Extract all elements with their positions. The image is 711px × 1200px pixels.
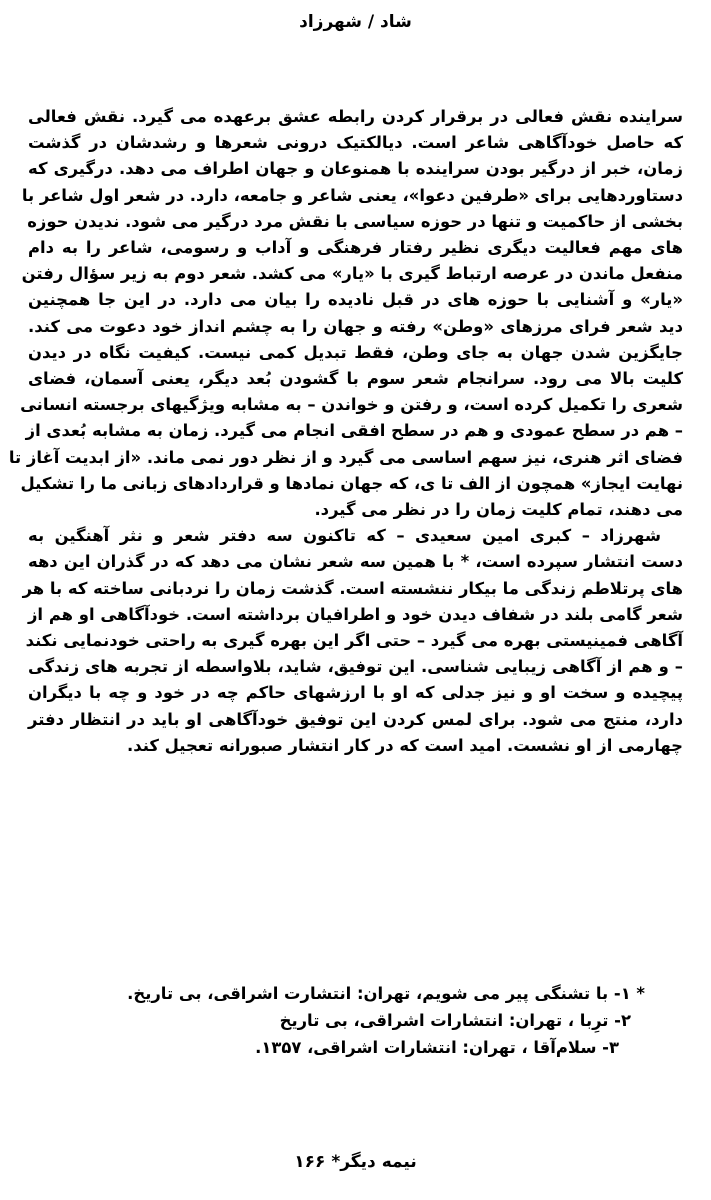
text-line: کلیت بالا می رود. سرانجام شعر سوم با گشودن بُعد دیگر، یعنی آسمان، فضای <box>28 369 683 389</box>
text-line: پیچیده و سخت او و نیز جدلی که او با ارزشهای حاکم چه در خود و چه با دیگران <box>28 683 683 703</box>
text-line: که حاصل خودآگاهی شاعر است. دیالکتیک درونی شعرها و رشدشان در گذشت <box>28 133 683 153</box>
text-line: نهایت ایجاز» همچون از الف تا ی، که جهان نمادها و قراردادهای زبانی ما را تشکیل <box>20 473 683 493</box>
page-footer-folio: نیمه دیگر* ۱۶۶ <box>294 1152 417 1172</box>
paragraph-1 <box>8 104 683 523</box>
text-line: – هم در سطح عمودی و هم در سطح افقی انجام می گیرد. زمان به مشابه بُعدی از <box>25 421 683 441</box>
text-line: شعری را تکمیل کرده است، و رفتن و خواندن – به مشابه ویژگیهای برجسته انسانی <box>20 395 683 415</box>
text-line: های پرتلاطم زندگی ما بیکار ننشسته است. گذشت زمان را نردبانی ساخته که با هر <box>22 578 683 598</box>
text-line: منفعل ماندن در عرصه ارتباط گیری با «یار» می کشد. شعر دوم به زیر سؤال رفتن <box>21 264 683 284</box>
footnote-2: ۲- ترِبا ، تهران: انتشارات اشراقی، بی تاریخ <box>279 1011 631 1030</box>
paragraph-2 <box>22 523 683 759</box>
text-line: چهارمی از او نشست. امید است که در کار انتشار صبورانه تعجیل کند. <box>127 735 683 755</box>
running-header: شاد / شهرزاد <box>299 12 412 32</box>
footnote-1: * ۱- با تشنگی پیر می شویم، تهران: انتشارت اشراقی، بی تاریخ. <box>127 984 645 1003</box>
text-line: دید شعر فرای مرزهای «وطن» رفته و جهان را به چشم انداز خود دعوت می کند. <box>28 316 683 336</box>
text-line: شعر گامی بلند در شفاف دیدن خود و اطرافیان برداشته است. خودآگاهی او هم از <box>28 604 683 624</box>
text-line: آگاهی فمینیستی بهره می گیرد – حتی اگر این بهره گیری به راحتی خودنمایی نکند <box>25 631 683 651</box>
text-line: جایگزین شدن جهان به جای وطن، فقط تبدیل کمی نیست. کیفیت نگاه در دیدن <box>28 342 683 362</box>
text-line: های مهم فعالیت دیگری نظیر رفتار فرهنگی و آداب و رسومی، شاعر را به دام <box>28 238 683 258</box>
text-line: «یار» و آشنایی با حوزه های در قبل نادیده را بیان می دارد. در این جا همچنین <box>28 290 683 310</box>
body-text <box>8 104 683 759</box>
text-line: دست انتشار سپرده است، * با همین سه شعر نشان می دهد که در گذران این دهه <box>28 552 683 572</box>
footnotes <box>127 980 645 1061</box>
footnote-3: ۳- سلام‌آقا ، تهران: انتشارات اشراقی، ۱۳۵۷. <box>255 1038 619 1057</box>
text-line: دارد، منتج می شود. برای لمس کردن این توفیق خودآگاهی او باید در انتظار دفتر <box>28 709 683 729</box>
text-line: سراینده نقش فعالی در برقرار کردن رابطه عشق برعهده می گیرد. نقش فعالی <box>28 107 683 126</box>
text-line: می دهند، تمام کلیت زمان را در نظر می گیرد. <box>314 500 683 520</box>
text-line: زمان، خبر از درگیر بودن سراینده با همنوعان و جهان اطراف می دهد. درگیری که <box>28 159 683 179</box>
text-line: – و هم از آگاهی زیبایی شناسی. این توفیق، شاید، بلاواسطه از تجربه های زندگی <box>28 657 683 677</box>
text-line: فضای اثر هنری، نیز سهم اساسی می گیرد و از نظر دور نمی ماند. «از ابدیت آغاز تا <box>8 447 683 467</box>
text-line: شهرزاد – کبری امین سعیدی – که تاکنون سه دفتر شعر و نثر آهنگین به <box>28 526 661 546</box>
text-line: دستاوردهایی برای «طرفین دعوا»، یعنی شاعر و جامعه، دارد. در شعر اول شاعر با <box>21 185 683 205</box>
text-line: بخشی از حاکمیت و تنها در حوزه سیاسی با نقش مرد درگیر می شود. ندیدن حوزه <box>27 211 683 231</box>
